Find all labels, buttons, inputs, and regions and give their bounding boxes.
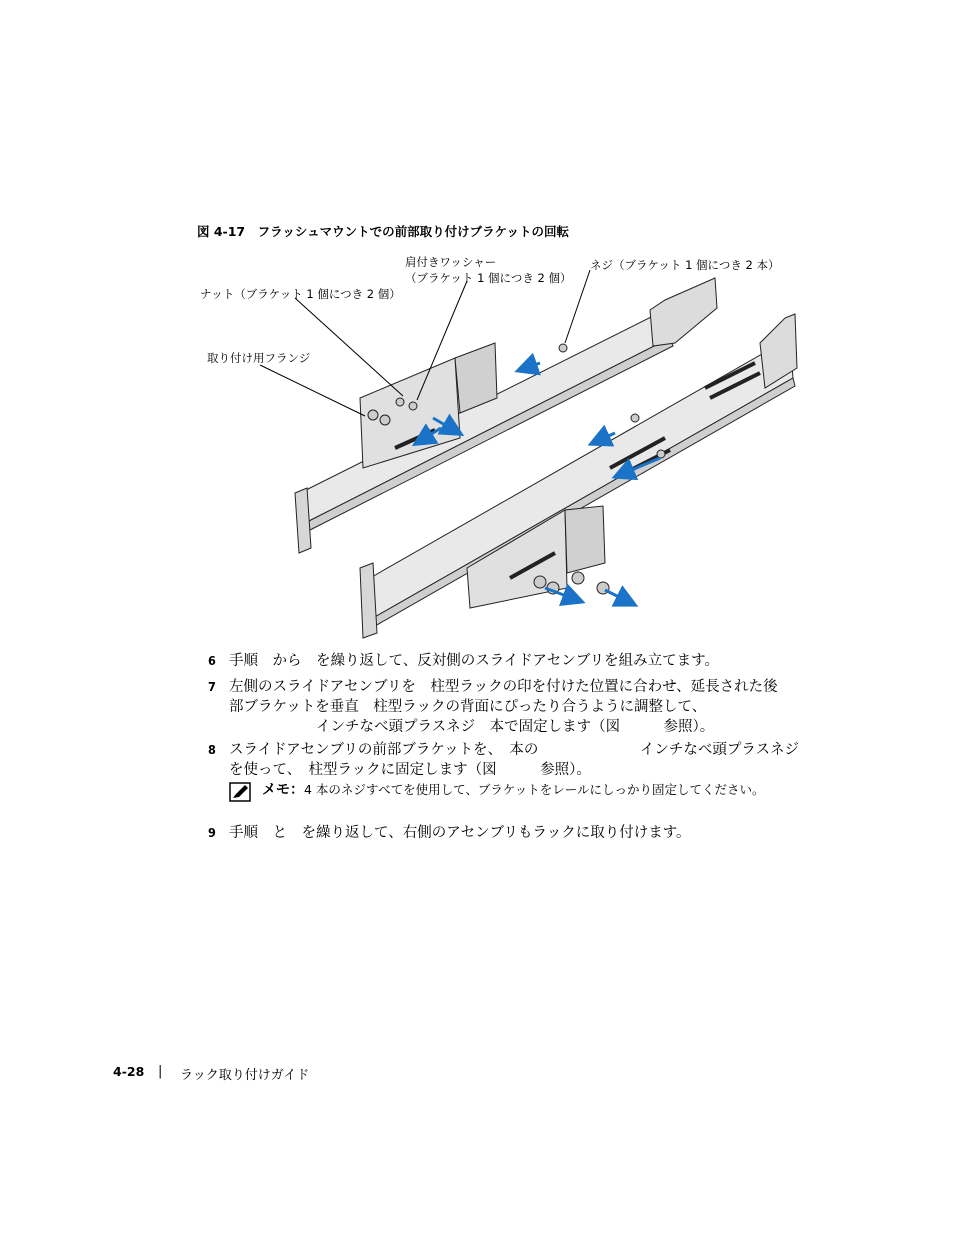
callout-screw: ネジ（ブラケット 1 個につき 2 本）	[590, 258, 780, 272]
note-body: 4 本のネジすべてを使用して、ブラケットをレールにしっかり固定してください。	[304, 782, 765, 797]
note-content	[262, 781, 804, 799]
guide-title: ラック取り付けガイド	[180, 1068, 310, 1083]
step-text: 手順 と を繰り返して、右側のアセンブリもラックに取り付けます。	[229, 825, 691, 841]
step-text: 左側のスライドアセンブリを 柱型ラックの印を付けた位置に合わせ、延長された後 部ブラケットを垂直 柱型ラックの背面にぴったり合うように調整して、 インチなべ頭プラスネジ 本で固定します（図 参照）。	[229, 679, 778, 735]
callout-nut: ナット（ブラケット 1 個につき 2 個）	[200, 287, 401, 301]
callout-washer-line1: 肩付きワッシャー	[405, 255, 497, 269]
step-text: スライドアセンブリの前部ブラケットを、 本の インチなべ頭プラスネジ を使って、 柱型ラックに固定します（図 参照）。	[229, 742, 799, 778]
callout-washer-line2: （ブラケット 1 個につき 2 個）	[405, 271, 572, 285]
callout-flange: 取り付け用フランジ	[207, 351, 311, 365]
step-number: 7	[208, 679, 216, 694]
step-number: 6	[208, 653, 216, 668]
step-number: 9	[208, 825, 216, 840]
footer-separator: |	[158, 1064, 163, 1079]
figure-caption: 図 4-17 フラッシュマウントでの前部取り付けブラケットの回転	[197, 224, 570, 239]
step-6	[208, 651, 808, 671]
step-number: 8	[208, 742, 216, 757]
step-9	[208, 823, 808, 843]
pencil-note-icon	[229, 782, 251, 802]
step-7	[208, 677, 808, 737]
note-box	[229, 781, 804, 799]
step-text: 手順 から を繰り返して、反対側のスライドアセンブリを組み立てます。	[229, 653, 719, 669]
note-heading: メモ：	[262, 782, 304, 798]
page-number: 4-28	[113, 1064, 145, 1079]
rail-assembly-drawing	[195, 248, 825, 648]
step-8	[208, 740, 808, 780]
rail-assembly-illustration	[195, 248, 825, 648]
